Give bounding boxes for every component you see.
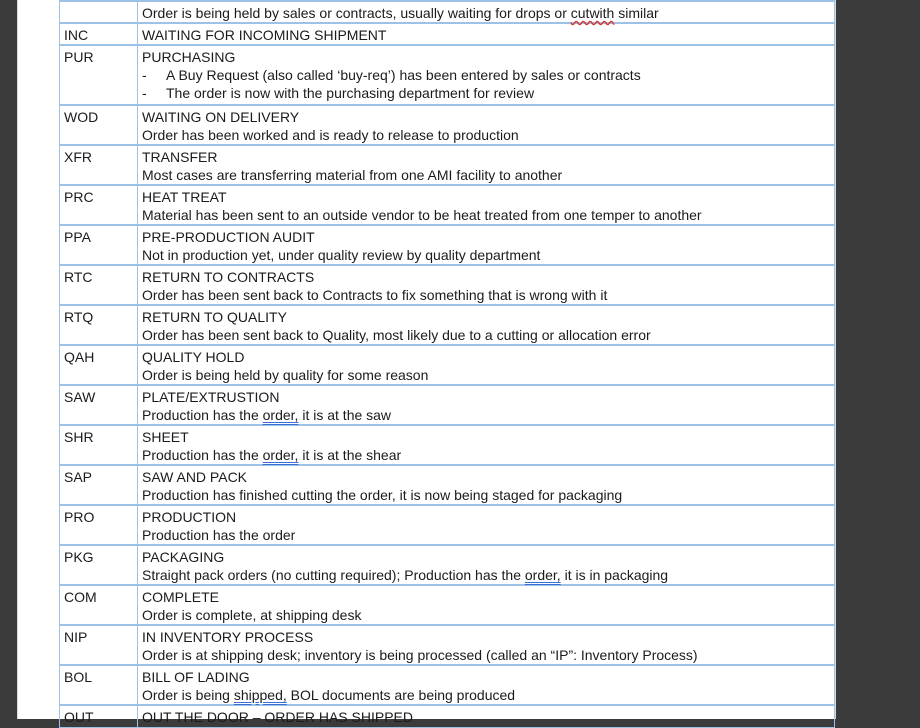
code-cell: RTC	[60, 265, 138, 305]
description-cell	[138, 425, 835, 465]
table-row	[60, 305, 835, 345]
status-code-table	[59, 0, 835, 728]
code-cell	[60, 1, 138, 23]
table-row	[60, 545, 835, 585]
description-text: Order is being held by quality for some reason	[142, 367, 429, 383]
description-text: Not in production yet, under quality review by quality department	[142, 247, 541, 263]
description-text: Production has the order	[142, 527, 296, 543]
description-text: Order is being shipped, BOL documents are being produced	[142, 687, 516, 703]
bullet-item: - A Buy Request (also called ‘buy-req’) has been entered by sales or contracts	[142, 67, 641, 83]
table-row	[60, 45, 835, 105]
grammar-mark[interactable]: shipped,	[233, 687, 287, 703]
status-title: RETURN TO QUALITY	[142, 309, 287, 325]
description-text: Straight pack orders (no cutting required); Production has the order, it is in packaging	[142, 567, 669, 583]
description-cell	[138, 225, 835, 265]
description-cell	[138, 505, 835, 545]
description-text: Material has been sent to an outside vendor to be heat treated from one temper to another	[142, 207, 702, 223]
status-title: PURCHASING	[142, 49, 236, 65]
status-title: PRODUCTION	[142, 509, 237, 525]
description-text: Production has finished cutting the order, it is now being staged for packaging	[142, 487, 623, 503]
code-cell: PUR	[60, 45, 138, 105]
table-row	[60, 185, 835, 225]
table-row	[60, 585, 835, 625]
table-row	[60, 385, 835, 425]
grammar-mark[interactable]: order,	[262, 447, 299, 463]
description-cell	[138, 265, 835, 305]
status-title: WAITING ON DELIVERY	[142, 109, 300, 125]
description-cell	[138, 545, 835, 585]
description-text: Order has been sent back to Quality, most likely due to a cutting or allocation error	[142, 327, 651, 343]
table-row	[60, 105, 835, 145]
code-cell: COM	[60, 585, 138, 625]
table-row	[60, 225, 835, 265]
status-title: PLATE/EXTRUSTION	[142, 389, 280, 405]
bullet-item: - The order is now with the purchasing department for review	[142, 85, 535, 101]
code-cell: PRO	[60, 505, 138, 545]
description-cell	[138, 385, 835, 425]
description-text: Order has been worked and is ready to release to production	[142, 127, 519, 143]
status-title: SAW AND PACK	[142, 469, 248, 485]
description-cell	[138, 625, 835, 665]
description-text: Production has the order, it is at the shear	[142, 447, 402, 463]
description-text: Order has been sent back to Contracts to fix something that is wrong with it	[142, 287, 608, 303]
table-row	[60, 665, 835, 705]
status-title: QUALITY HOLD	[142, 349, 245, 365]
status-title: HEAT TREAT	[142, 189, 227, 205]
description-cell	[138, 585, 835, 625]
code-cell: SHR	[60, 425, 138, 465]
description-cell	[138, 105, 835, 145]
status-title: PACKAGING	[142, 549, 225, 565]
table-row	[60, 145, 835, 185]
status-title: PRE-PRODUCTION AUDIT	[142, 229, 315, 245]
status-title: SHEET	[142, 429, 189, 445]
description-cell	[138, 705, 835, 727]
grammar-mark[interactable]: order,	[524, 567, 561, 583]
status-title: IN INVENTORY PROCESS	[142, 629, 314, 645]
description-cell	[138, 45, 835, 105]
table-row	[60, 1, 835, 23]
document-page	[17, 0, 836, 725]
description-cell	[138, 23, 835, 45]
description-cell	[138, 1, 835, 23]
description-cell	[138, 185, 835, 225]
code-cell: SAW	[60, 385, 138, 425]
status-title: COMPLETE	[142, 589, 220, 605]
code-cell: PRC	[60, 185, 138, 225]
table-row	[60, 23, 835, 45]
code-cell: PPA	[60, 225, 138, 265]
status-title: OUT THE DOOR – ORDER HAS SHIPPED	[142, 709, 413, 725]
code-cell: NIP	[60, 625, 138, 665]
description-text: Order is complete, at shipping desk	[142, 607, 362, 623]
table-row	[60, 465, 835, 505]
status-title: BILL OF LADING	[142, 669, 250, 685]
description-cell	[138, 145, 835, 185]
code-cell: SAP	[60, 465, 138, 505]
code-cell: RTQ	[60, 305, 138, 345]
code-cell: PKG	[60, 545, 138, 585]
code-cell: INC	[60, 23, 138, 45]
table-row	[60, 345, 835, 385]
status-title: TRANSFER	[142, 149, 218, 165]
table-row	[60, 505, 835, 545]
grammar-mark[interactable]: order,	[262, 407, 299, 423]
code-cell: BOL	[60, 665, 138, 705]
table-row	[60, 425, 835, 465]
code-cell: OUT	[60, 705, 138, 727]
status-title: WAITING FOR INCOMING SHIPMENT	[142, 27, 387, 43]
description-text: Order is being held by sales or contracts, usually waiting for drops or cutwith similar	[142, 5, 659, 21]
description-cell	[138, 465, 835, 505]
description-text: Most cases are transferring material from one AMI facility to another	[142, 167, 563, 183]
status-title: RETURN TO CONTRACTS	[142, 269, 315, 285]
table-row	[60, 265, 835, 305]
table-row	[60, 625, 835, 665]
table-row	[60, 705, 835, 727]
description-cell	[138, 665, 835, 705]
code-cell: WOD	[60, 105, 138, 145]
code-cell: QAH	[60, 345, 138, 385]
description-text: Order is at shipping desk; inventory is being processed (called an “IP”: Inventory Process)	[142, 647, 698, 663]
spelling-error-mark[interactable]: cutwith	[570, 5, 615, 21]
description-cell	[138, 345, 835, 385]
code-cell: XFR	[60, 145, 138, 185]
description-text: Production has the order, it is at the saw	[142, 407, 392, 423]
description-cell	[138, 305, 835, 345]
